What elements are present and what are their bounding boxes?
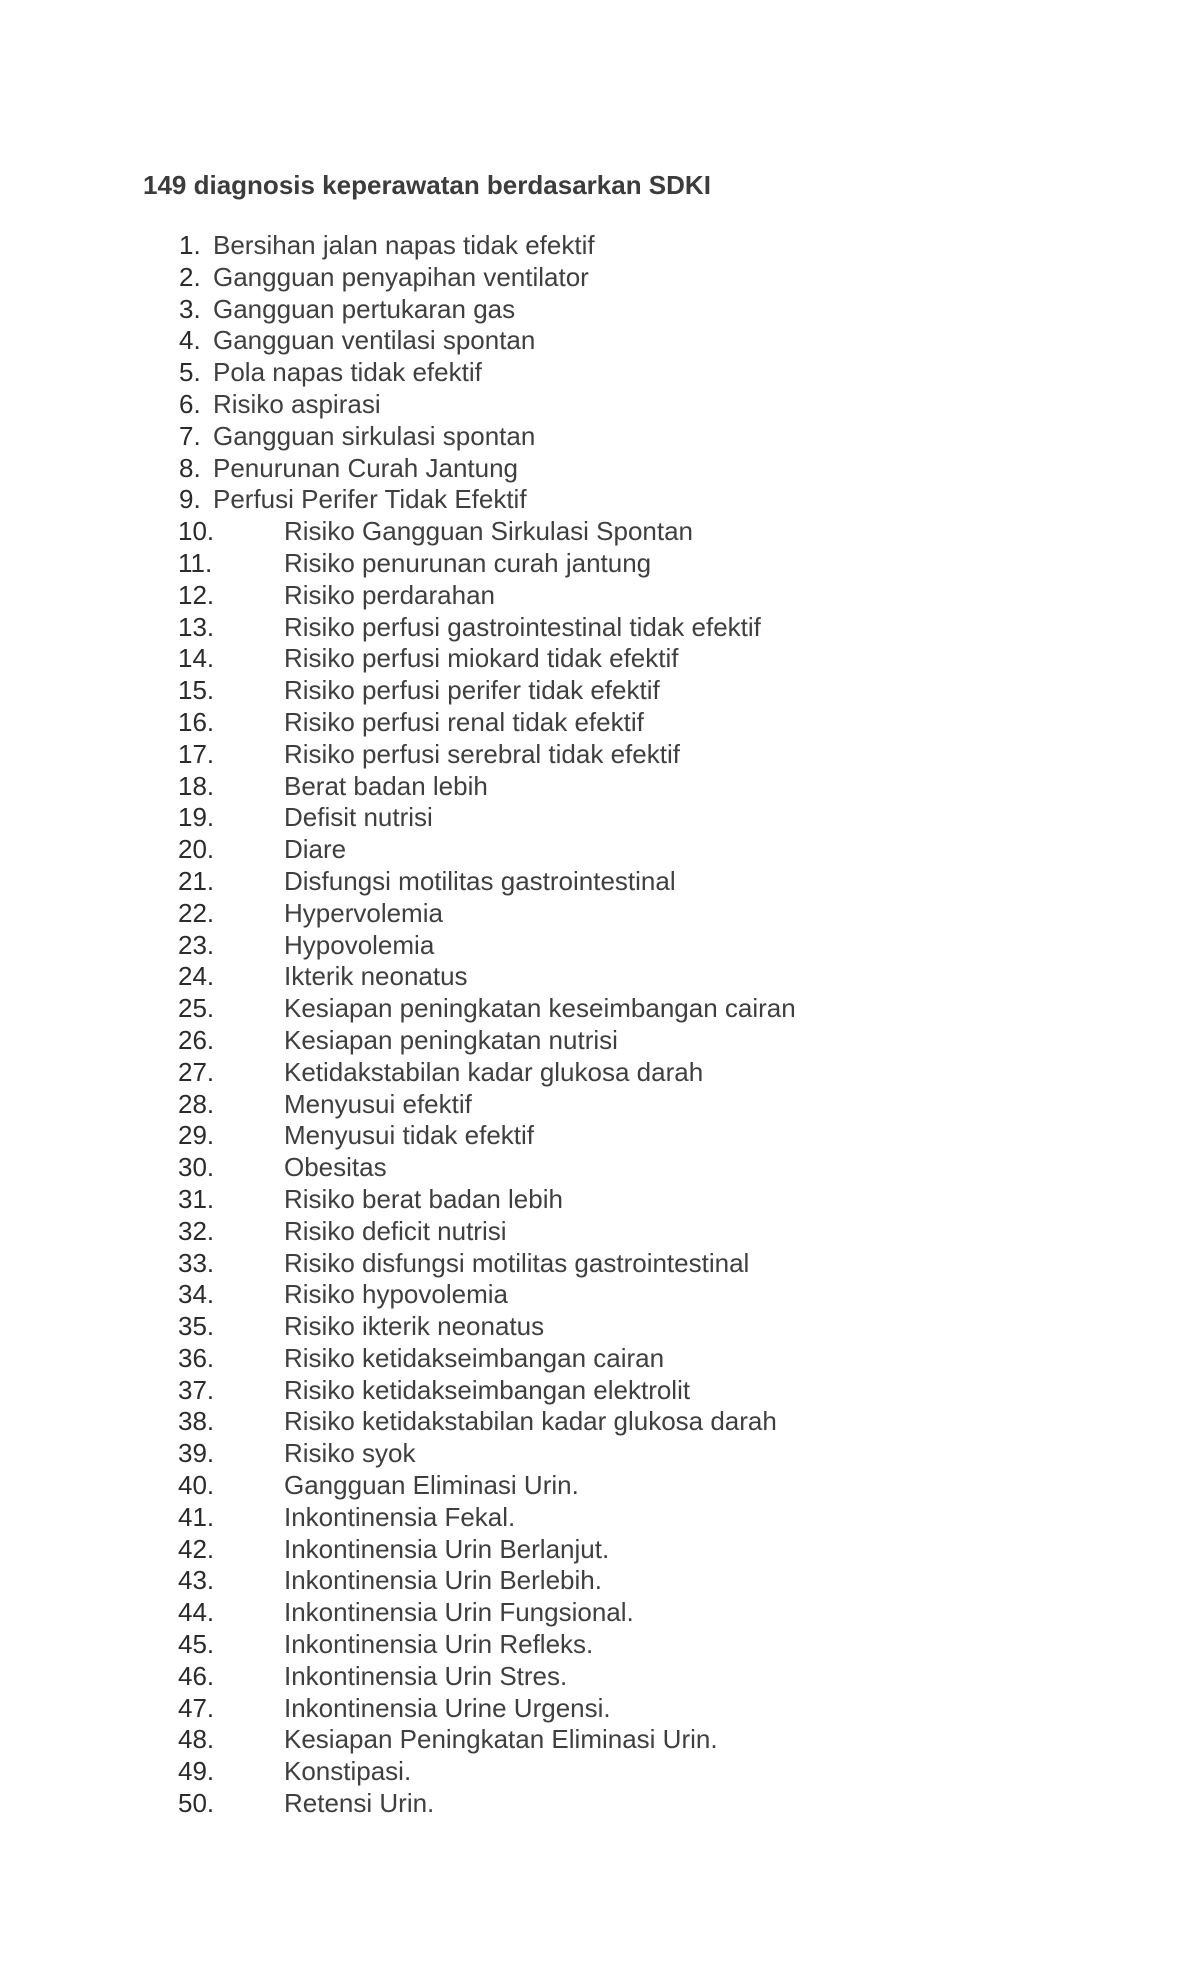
list-item <box>0 1724 1000 1756</box>
list-item <box>0 421 1000 453</box>
list-item-text: Kesiapan peningkatan keseimbangan cairan <box>284 993 796 1024</box>
list-item-text: Perfusi Perifer Tidak Efektif <box>213 484 527 515</box>
list-item-number: 45. <box>178 1629 215 1660</box>
list-item <box>0 1693 1000 1725</box>
list-item-text: Menyusui tidak efektif <box>284 1120 535 1151</box>
list-item-number: 10. <box>178 516 215 547</box>
list-item <box>0 325 1000 357</box>
list-item <box>0 1406 1000 1438</box>
list-item-text: Risiko ketidakseimbangan elektrolit <box>284 1374 691 1405</box>
list-item <box>0 1216 1000 1248</box>
list-item <box>0 771 1000 803</box>
list-item <box>0 930 1000 962</box>
list-item <box>0 802 1000 834</box>
list-item-number: 11. <box>178 547 213 578</box>
list-item-text: Obesitas <box>284 1152 387 1183</box>
document-title: 149 diagnosis keperawatan berdasarkan SDKI <box>143 170 711 200</box>
list-item <box>0 1375 1000 1407</box>
list-item-text: Risiko berat badan lebih <box>284 1183 563 1214</box>
list-item-number: 30. <box>178 1152 215 1183</box>
list-item-text: Diare <box>284 834 347 865</box>
list-item-number: 49. <box>178 1756 215 1787</box>
list-item-text: Pola napas tidak efektif <box>213 357 482 388</box>
list-item-number: 12. <box>178 579 215 610</box>
list-item-number: 36. <box>178 1342 215 1373</box>
list-item <box>0 262 1000 294</box>
list-item-text: Inkontinensia Urin Refleks. <box>284 1629 594 1660</box>
diagnosis-list <box>0 230 1000 1820</box>
list-item <box>0 643 1000 675</box>
list-item-number: 4. <box>179 325 201 356</box>
list-item-text: Disfungsi motilitas gastrointestinal <box>284 865 676 896</box>
list-item <box>0 739 1000 771</box>
list-item-text: Ikterik neonatus <box>284 961 468 992</box>
list-item-text: Risiko disfungsi motilitas gastrointestinal <box>284 1247 750 1278</box>
list-item-number: 2. <box>179 261 201 292</box>
list-item-number: 7. <box>179 420 201 451</box>
list-item-text: Gangguan pertukaran gas <box>213 293 516 324</box>
list-item-number: 27. <box>178 1056 215 1087</box>
list-item <box>0 1248 1000 1280</box>
list-item-number: 42. <box>178 1533 215 1564</box>
list-item-text: Risiko hypovolemia <box>284 1279 508 1310</box>
list-item-text: Risiko ketidakstabilan kadar glukosa darah <box>284 1406 777 1437</box>
list-item-number: 24. <box>178 961 215 992</box>
list-item <box>0 1534 1000 1566</box>
list-item <box>0 1661 1000 1693</box>
list-item <box>0 1120 1000 1152</box>
list-item <box>0 1788 1000 1820</box>
list-item-text: Konstipasi. <box>284 1756 412 1787</box>
list-item-number: 38. <box>178 1406 215 1437</box>
list-item <box>0 1311 1000 1343</box>
list-item-number: 19. <box>178 802 215 833</box>
list-item-text: Gangguan Eliminasi Urin. <box>284 1470 579 1501</box>
list-item-number: 39. <box>178 1438 215 1469</box>
list-item-number: 21. <box>178 865 215 896</box>
list-item-number: 16. <box>178 706 215 737</box>
list-item-number: 8. <box>179 452 201 483</box>
list-item <box>0 1470 1000 1502</box>
list-item-text: Risiko ketidakseimbangan cairan <box>284 1342 665 1373</box>
list-item <box>0 1597 1000 1629</box>
list-item-number: 37. <box>178 1374 215 1405</box>
list-item-number: 3. <box>179 293 201 324</box>
list-item <box>0 484 1000 516</box>
list-item-text: Hypovolemia <box>284 929 435 960</box>
list-item-text: Gangguan sirkulasi spontan <box>213 420 536 451</box>
list-item <box>0 453 1000 485</box>
list-item <box>0 1057 1000 1089</box>
list-item-text: Menyusui efektif <box>284 1088 472 1119</box>
list-item-text: Risiko aspirasi <box>213 388 381 419</box>
list-item-text: Risiko perdarahan <box>284 579 496 610</box>
list-item-text: Ketidakstabilan kadar glukosa darah <box>284 1056 704 1087</box>
list-item-text: Risiko Gangguan Sirkulasi Spontan <box>284 516 694 547</box>
list-item <box>0 866 1000 898</box>
list-item-text: Risiko syok <box>284 1438 416 1469</box>
list-item <box>0 961 1000 993</box>
list-item-text: Risiko perfusi serebral tidak efektif <box>284 738 680 769</box>
list-item-number: 22. <box>178 897 215 928</box>
list-item-number: 33. <box>178 1247 215 1278</box>
list-item-number: 40. <box>178 1470 215 1501</box>
list-item-number: 17. <box>178 738 215 769</box>
list-item-number: 5. <box>179 357 201 388</box>
list-item-text: Risiko perfusi perifer tidak efektif <box>284 675 660 706</box>
list-item-number: 32. <box>178 1215 215 1246</box>
list-item-text: Defisit nutrisi <box>284 802 433 833</box>
list-item-number: 34. <box>178 1279 215 1310</box>
list-item-text: Penurunan Curah Jantung <box>213 452 519 483</box>
list-item-text: Bersihan jalan napas tidak efektif <box>213 230 595 260</box>
list-item <box>0 1629 1000 1661</box>
list-item-text: Risiko penurunan curah jantung <box>284 547 652 578</box>
list-item-number: 6. <box>179 388 201 419</box>
list-item-text: Gangguan penyapihan ventilator <box>213 261 589 292</box>
list-item <box>0 389 1000 421</box>
list-item <box>0 1089 1000 1121</box>
list-item <box>0 1438 1000 1470</box>
list-item <box>0 834 1000 866</box>
list-item-number: 18. <box>178 770 215 801</box>
list-item <box>0 580 1000 612</box>
list-item-number: 1. <box>179 230 201 260</box>
list-item <box>0 1565 1000 1597</box>
list-item-number: 13. <box>178 611 215 642</box>
list-item <box>0 548 1000 580</box>
list-item-text: Risiko perfusi gastrointestinal tidak efektif <box>284 611 761 642</box>
list-item-text: Risiko perfusi renal tidak efektif <box>284 706 644 737</box>
list-item <box>0 612 1000 644</box>
list-item-number: 14. <box>178 643 215 674</box>
list-item-number: 26. <box>178 1024 215 1055</box>
list-item-number: 15. <box>178 675 215 706</box>
list-item <box>0 516 1000 548</box>
list-item-text: Risiko ikterik neonatus <box>284 1311 545 1342</box>
list-item-text: Gangguan ventilasi spontan <box>213 325 536 356</box>
list-item-text: Retensi Urin. <box>284 1788 435 1819</box>
list-item-number: 43. <box>178 1565 215 1596</box>
list-item-number: 9. <box>179 484 201 515</box>
list-item <box>0 1343 1000 1375</box>
list-item-number: 47. <box>178 1692 215 1723</box>
list-item-number: 44. <box>178 1597 215 1628</box>
list-item <box>0 357 1000 389</box>
list-item-number: 23. <box>178 929 215 960</box>
list-item <box>0 230 1000 262</box>
list-item-text: Berat badan lebih <box>284 770 488 801</box>
list-item-number: 41. <box>178 1501 215 1532</box>
list-item <box>0 707 1000 739</box>
list-item-text: Inkontinensia Urine Urgensi. <box>284 1692 611 1723</box>
list-item-text: Inkontinensia Urin Fungsional. <box>284 1597 634 1628</box>
list-item-text: Inkontinensia Urin Stres. <box>284 1660 568 1691</box>
list-item <box>0 898 1000 930</box>
list-item <box>0 993 1000 1025</box>
list-item <box>0 1502 1000 1534</box>
list-item-text: Risiko deficit nutrisi <box>284 1215 507 1246</box>
list-item <box>0 1184 1000 1216</box>
list-item <box>0 675 1000 707</box>
list-item-number: 20. <box>178 834 215 865</box>
list-item-number: 31. <box>178 1183 215 1214</box>
list-item-number: 35. <box>178 1311 215 1342</box>
list-item <box>0 1025 1000 1057</box>
list-item-number: 25. <box>178 993 215 1024</box>
list-item <box>0 1279 1000 1311</box>
list-item <box>0 294 1000 326</box>
list-item-text: Kesiapan peningkatan nutrisi <box>284 1024 618 1055</box>
list-item-text: Hypervolemia <box>284 897 443 928</box>
list-item-number: 46. <box>178 1660 215 1691</box>
list-item-text: Inkontinensia Urin Berlanjut. <box>284 1533 610 1564</box>
list-item-number: 28. <box>178 1088 215 1119</box>
list-item-text: Kesiapan Peningkatan Eliminasi Urin. <box>284 1724 718 1755</box>
list-item <box>0 1756 1000 1788</box>
list-item-text: Risiko perfusi miokard tidak efektif <box>284 643 679 674</box>
list-item-number: 29. <box>178 1120 215 1151</box>
list-item-text: Inkontinensia Urin Berlebih. <box>284 1565 602 1596</box>
list-item-number: 48. <box>178 1724 215 1755</box>
list-item-number: 50. <box>178 1788 215 1819</box>
list-item <box>0 1152 1000 1184</box>
list-item-text: Inkontinensia Fekal. <box>284 1501 516 1532</box>
